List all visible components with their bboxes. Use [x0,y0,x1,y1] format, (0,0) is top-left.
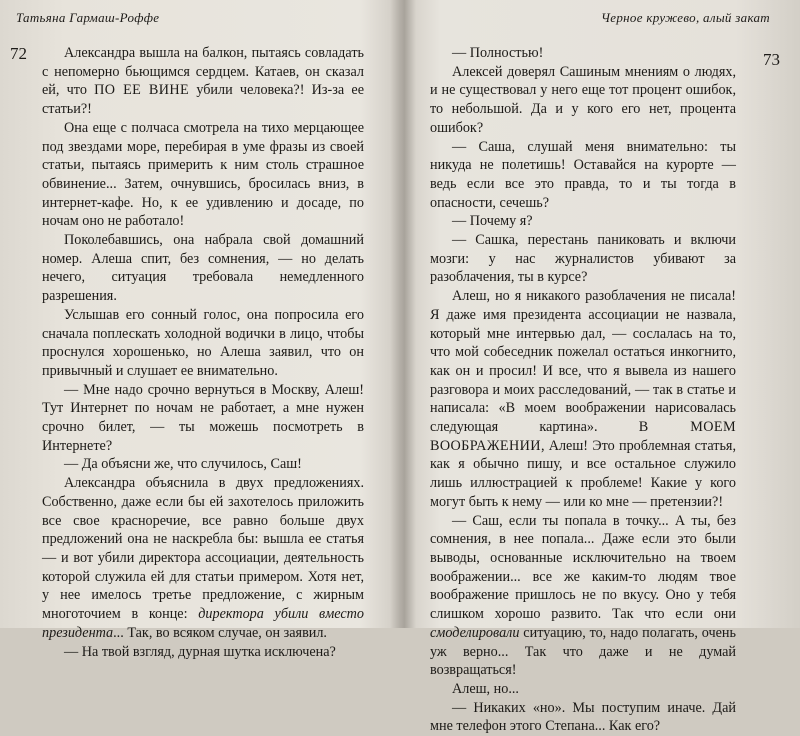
paragraph: Она еще с полчаса смотрела на тихо мерцающее под звездами море, перебирая в уме фразы из своей статьи, пытаясь примерить к ним столь страшное обвинение... Затем, очнувшись, бросилась вниз, в интернет-кафе. Но, к ее удивлению и досаде, по ночам оно не работало! [42,119,364,230]
page-number-right: 73 [763,50,780,69]
dialogue-line: — На твой взгляд, дурная шутка исключена? [64,643,336,660]
paragraph: Поколебавшись, она набрала свой домашний номер. Алеша спит, без сомнения, — но делать нечего, ситуация требовала немедленного разрешения. [42,232,364,305]
dialogue-line: — Никаких «но». Мы поступим иначе. Дай мне телефон этого Степана... Как его? [430,699,736,735]
emphasis-italic: директора убили вместо президента [42,606,365,641]
dialogue-line: — Полностью! [452,45,544,61]
dialogue-line: Алеш, но... [452,680,519,697]
running-head-title: Черное кружево, алый закат [601,10,770,25]
dialogue-line: — Почему я? [452,213,533,230]
paragraph: Александра вышла на балкон, пытаясь совладать с непомерно бьющимся сердцем. Катаев, он сказал ей, что ПО ЕЕ ВИНЕ убили человека?! Из-за ее статьи?! [42,45,364,118]
paragraph: Услышав его сонный голос, она попросила его сначала поплескать холодной водички в лицо, чтобы проснулся хорошенько, но Алеша заявил, что он привычный и слушает ее внимательно. [42,306,364,379]
dialogue-line: — Сашка, перестань паниковать и включи мозги: у нас журналистов убивают за разоблачения, ты в курсе? [430,232,736,286]
dialogue-line: — Саша, слушай меня внимательно: ты никуда не полетишь! Оставайся на курорте — ведь если все это правда, то и ты тогда в опасности, сечешь? [430,138,736,211]
emphasis-italic: смоделировали [430,624,520,641]
right-page [408,0,800,735]
dialogue-line: — Саш, если ты попала в точку... А ты, без сомнения, в нее попала... Даже если это были выводы, основанные исключительно на твоем воображении... все же каким-то людям твое воображение пришлось не по вкусу. Оно у тебя слишком хорошо развито. Так что если они смоделировали ситуацию, то, надо полагать, очень уж верно... Так что даже и не думай возвращаться! [430,512,736,679]
left-page [0,0,400,660]
left-page-text [42,44,364,661]
dialogue-line: — Мне надо срочно вернуться в Москву, Алеш! Тут Интернет по ночам не работает, а мне нужен срочно билет, — ты можешь посмотреть в Интернете? [42,381,364,454]
dialogue-line: — Да объясни же, что случилось, Саш! [64,456,302,473]
page-number-left: 72 [10,44,27,63]
emphasis-caps: В МОЕМ ВООБРАЖЕНИИ [430,419,736,454]
right-page-text [430,44,736,736]
paragraph: Александра объяснила в двух предложениях. Собственно, даже если бы ей захотелось приложить все свое красноречие, все равно больше двух предложений она не наскребла бы: вышла ее статья — и вот убили директора ассоциации, деятельность которой служила ей для статьи примером. Хотя нет, у нее имелось третье предложение, с жирным многоточием в конце: директора убили вместо президента... Так, во всяком случае, он заявил. [42,475,365,641]
dialogue-line: Алеш, но я никакого разоблачения не писала! Я даже имя президента ассоциации не назвала, который мне интервью дал, — сослалась на то, что мой собеседник пожелал остаться инкогнито, как он и просил! И все, что я вывела из нашего разговора и моих расследований, — так в статье и написала: «В моем воображении нарисовалась следующая картина». В МОЕМ ВООБРАЖЕНИИ, Алеш! Это проблемная статья, как я обычно пишу, и все остальное служило лишь иллюстрацией к проблеме! Какие у кого могут быть к нему — или ко мне — претензии?! [430,288,736,510]
running-head-author: Татьяна Гармаш-Роффе [16,10,160,25]
paragraph: Алексей доверял Сашиным мнениям о людях, и не существовал у него еще тот процент ошибок, то небольшой. Да и у кого его нет, процента ошибок? [430,63,736,136]
emphasis-caps: ПО ЕЕ ВИНЕ [94,82,190,99]
